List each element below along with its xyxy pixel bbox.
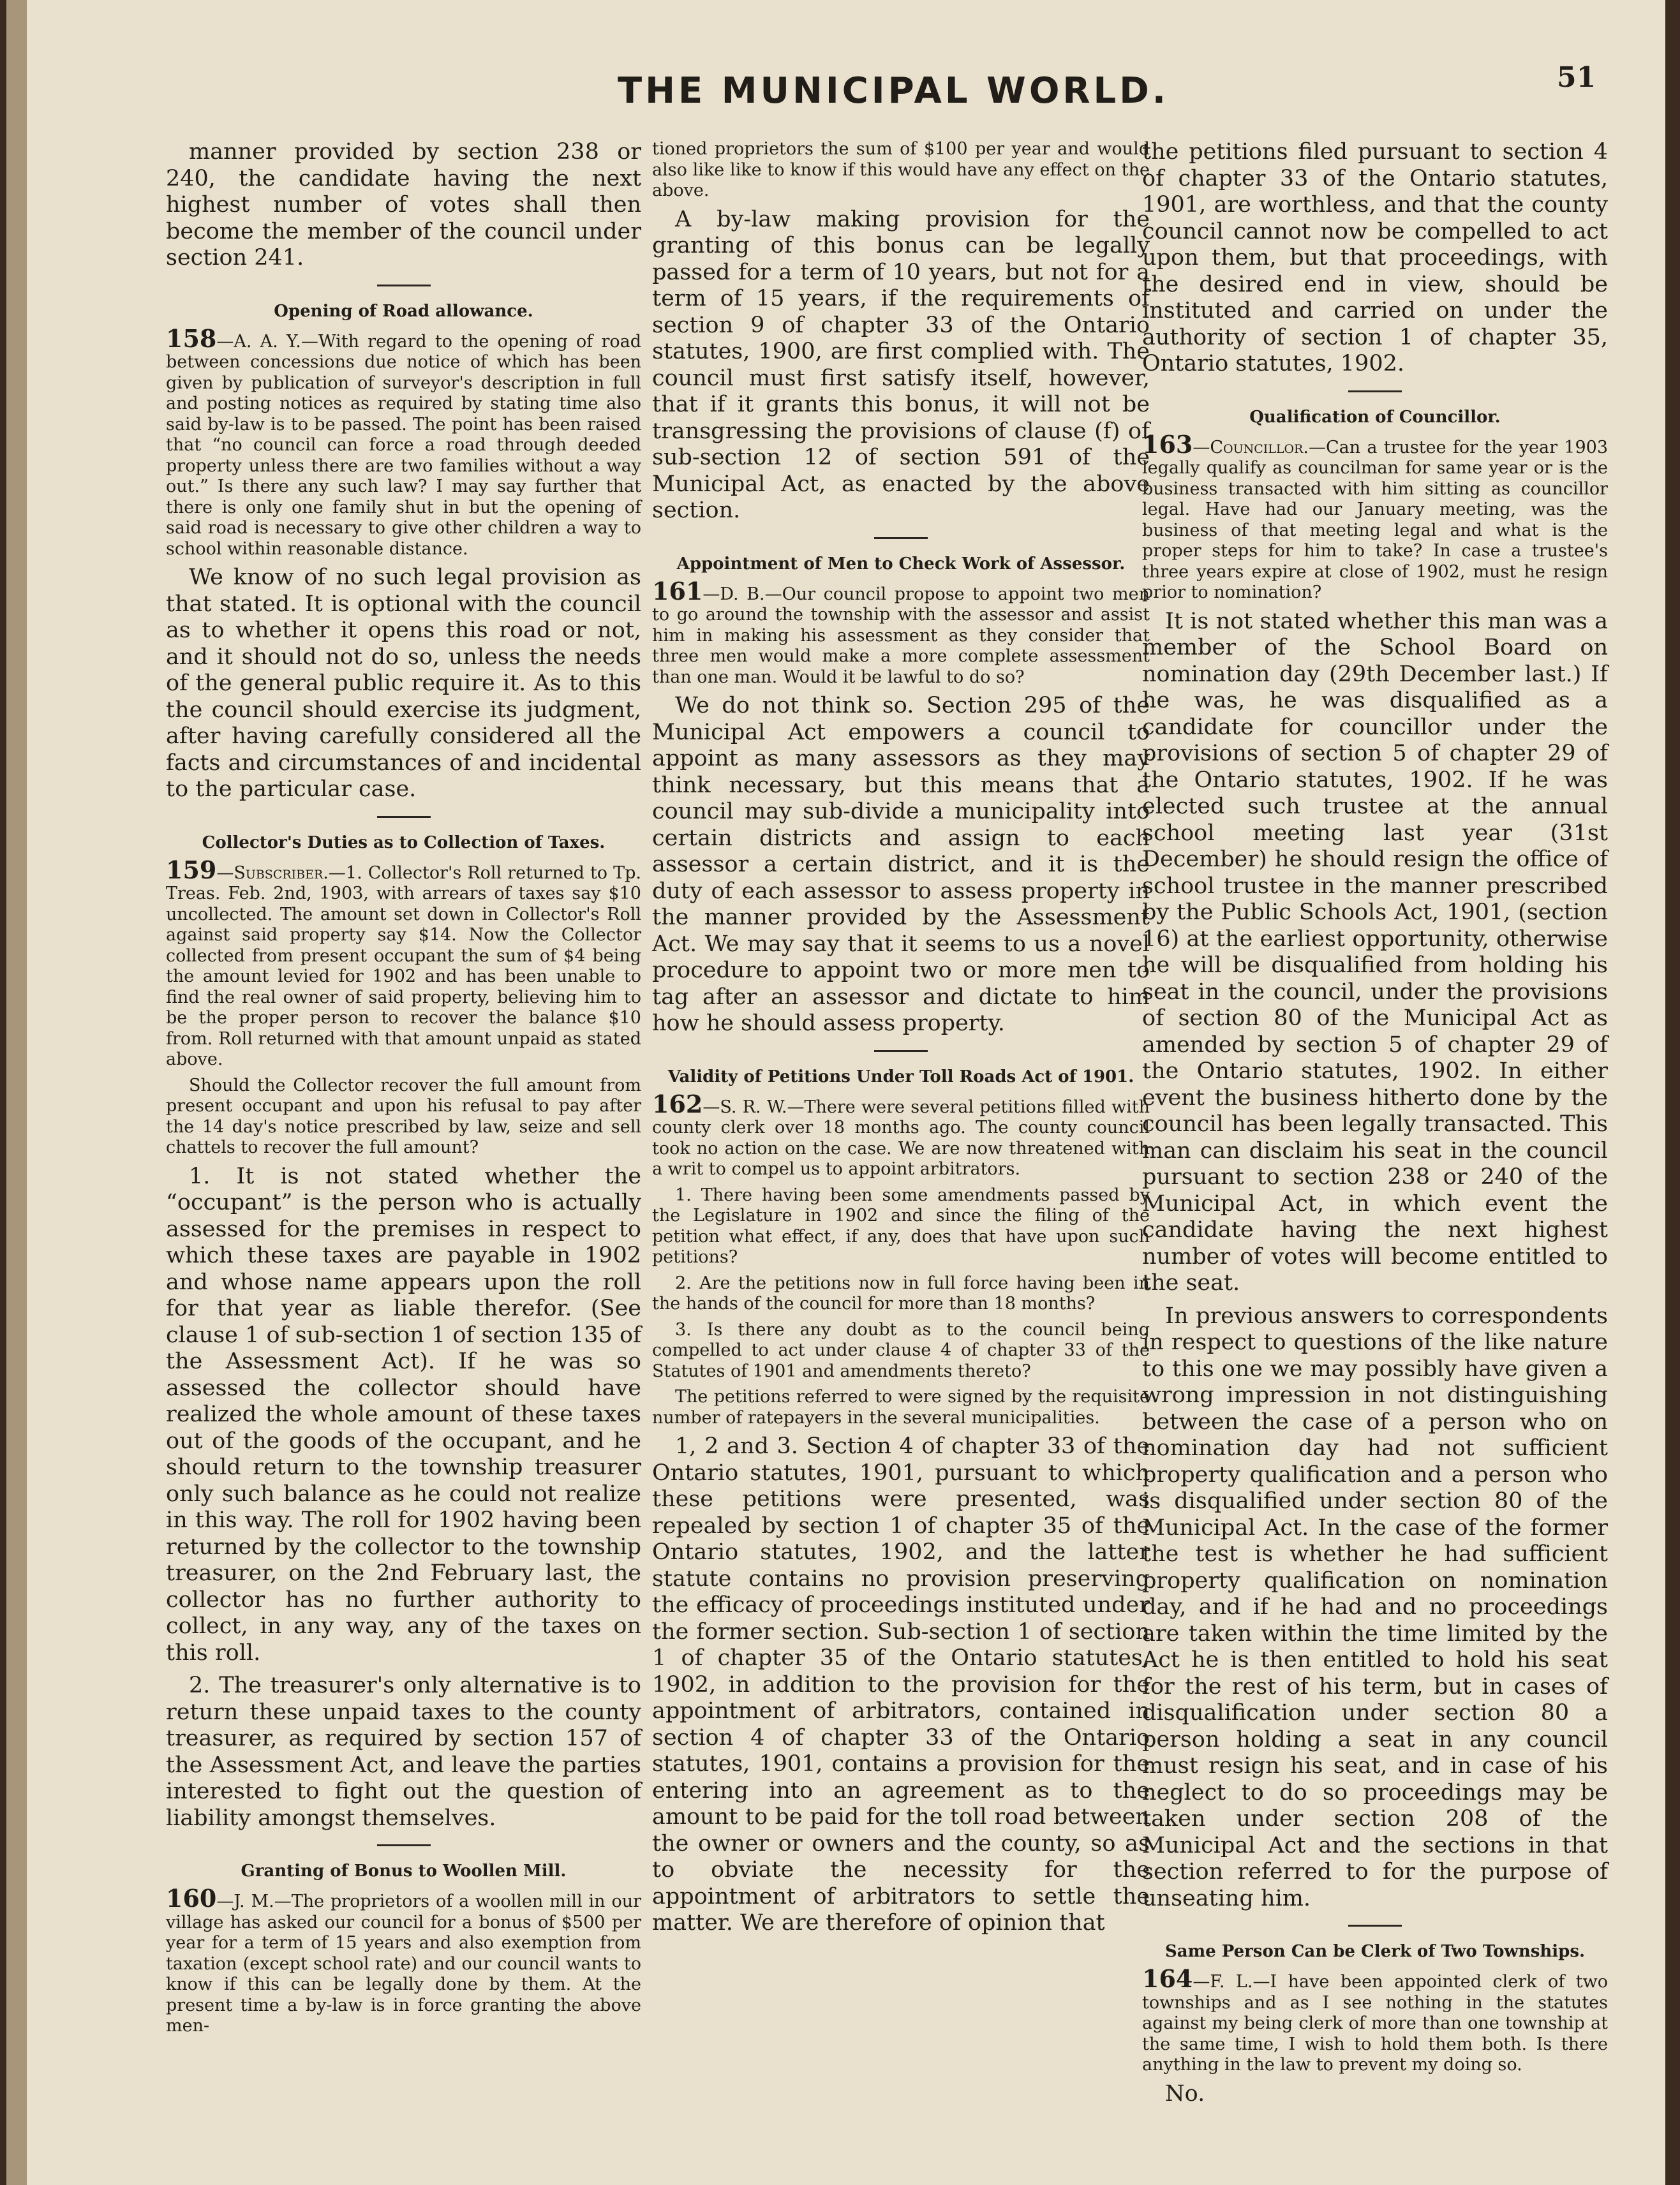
page-number: 51 — [1557, 61, 1596, 94]
section-heading: Appointment of Men to Check Work of Assessor. — [676, 554, 1126, 574]
answer-paragraph: manner provided by section 238 or 240, the candidate having the next highest number of votes shall then become the member of the council under section 241. — [166, 139, 641, 270]
column-1 — [166, 139, 641, 2042]
section-rule — [874, 537, 928, 539]
masthead-title: THE MUNICIPAL WORLD. — [617, 70, 1169, 112]
question-paragraph: Should the Collector recover the full amount from present occupant and upon his refusal to pay after the 14 day's notice prescribed by law, seize and sell chattels to recover the full amount? — [166, 1075, 641, 1157]
column-2 — [652, 139, 1150, 1943]
correspondent-initials: D. B. — [720, 584, 765, 604]
correspondent-initials: Subscriber. — [234, 863, 329, 883]
answer-paragraph: No. — [1165, 2080, 1205, 2107]
question-number: 164 — [1142, 1964, 1193, 1993]
section-rule — [1348, 390, 1402, 392]
question-paragraph: 158—A. A. Y.—With regard to the opening of road between concessions due notice of which has been given by publication of surveyor's description in full and posting notices as required by stating time also said by-law is to be passed. The point has been raised that “no council can force a road through deeded property unless there are two families without a way out.” Is there any such law? I may say further that there is only one family shut in but the opening of said road is necessary to give other children a way to school within reasonable distance. — [166, 323, 641, 559]
question-paragraph: 160—J. M.—The proprietors of a woollen mill in our village has asked our council for a bonus of $500 per year for a term of 15 years and also exemption from taxation (except school rate) and our council wants to know if this can be legally done by them. At the present time a by-law is in force granting the above men- — [166, 1884, 641, 2036]
answer-paragraph: A by-law making provision for the granting of this bonus can be legally passed for a term of 10 years, but not for a term of 15 years, if the requirements of section 9 of chapter 33 of the Ontario statutes, 1900, are first complied with. The council must first satisfy itself, however, that if it grants this bonus, it will not be transgressing the provisions of clause (f) of sub-section 12 of section 591 of the Municipal Act, as enacted by the above section. — [652, 206, 1150, 523]
question-paragraph: 2. Are the petitions now in full force having been in the hands of the council for more than 18 months? — [652, 1273, 1150, 1314]
question-text: —With regard to the opening of road between concessions due notice of which has been given by publication of surveyor's description in full and posting notices as required by stating time also said by-law is to be passed. The point has been raised that “no council can force a road through deeded property unless there are two families without a way out.” Is there any such law? I may say further that there is only one family shut in but the opening of said road is necessary to give other children a way to school within reasonable distance. — [166, 331, 641, 559]
answer-continued: the petitions filed pursuant to section 4 of chapter 33 of the Ontario statutes, 1901, are worthless, and that the county council cannot now be compelled to act upon them, but that proceedings, with the desired end in view, should be instituted and carried on under the authority of section 1 of chapter 35, Ontario statutes, 1902. — [1142, 139, 1608, 376]
question-paragraph: 1. There having been some amendments passed by the Legislature in 1902 and since the filing of the petition what effect, if any, does that have upon such petitions? — [652, 1185, 1150, 1267]
question-number: 162 — [652, 1089, 703, 1118]
question-number: 158 — [166, 323, 217, 353]
section-rule — [377, 1844, 431, 1846]
correspondent-initials: S. R. W. — [720, 1097, 787, 1117]
question-number: 159 — [166, 855, 217, 884]
correspondent-initials: F. L. — [1210, 1972, 1253, 1992]
section-heading: Validity of Petitions Under Toll Roads Act of 1901. — [667, 1067, 1134, 1086]
answer-paragraph: 2. The treasurer's only alternative is to return these unpaid taxes to the county treasurer, as required by section 157 of the Assessment Act, and leave the parties interested to fight out the question of liability amongst themselves. — [166, 1673, 641, 1831]
question-paragraph: The petitions referred to were signed by the requisite number of ratepayers in the several municipalities. — [652, 1387, 1150, 1428]
question-number: 163 — [1142, 429, 1193, 459]
answer-paragraph: We do not think so. Section 295 of the Municipal Act empowers a council to appoint as many assessors as they may think necessary, but this means that a council may sub-divide a municipality into certain districts and assign to each assessor a certain district, and it is the duty of each assessor to assess property in the manner provided by the Assessment Act. We may say that it seems to us a novel procedure to appoint two or more men to tag after an assessor and dictate to him how he should assess property. — [652, 693, 1150, 1036]
question-paragraph: 161—D. B.—Our council propose to appoint two men to go around the township with the assessor and assist him in making his assessment as they consider that three men would make a more complete assessment than one man. Would it be lawful to do so? — [652, 576, 1150, 687]
section-heading: Collector's Duties as to Collection of Taxes. — [202, 833, 606, 852]
section-heading: Same Person Can be Clerk of Two Townships. — [1164, 1942, 1586, 1961]
answer-paragraph: 1. It is not stated whether the “occupant” is the person who is actually assessed for the premises in respect to which these taxes are payable in 1902 and whose name appears upon the roll for that year as liable therefor. (See clause 1 of sub-section 1 of section 135 of the Assessment Act). If he was so assessed the collector should have realized the whole amount of these taxes out of the goods of the occupant, and he should return to the township treasurer only such balance as he could not realize in this way. The roll for 1902 having been returned by the collector to the township treasurer, on the 2nd February last, the collector has no further authority to collect, in any way, any of the taxes on this roll. — [166, 1163, 641, 1666]
section-rule — [874, 1050, 928, 1052]
question-paragraph: 163—Councillor.—Can a trustee for the year 1903 legally qualify as councilman for same year or is the business transacted with him sitting as councillor legal. Have had our January meeting, was the business of that meeting legal and what is the proper steps for him to take? In case a trustee's three years expire at close of 1902, must he resign prior to nomination? — [1142, 429, 1608, 602]
question-text: —Can a trustee for the year 1903 legally qualify as councilman for same year or is the business transacted with him sitting as councillor legal. Have had our January meeting, was the business of that meeting legal and what is the proper steps for him to take? In case a trustee's three years expire at close of 1902, must he resign prior to nomination? — [1142, 437, 1608, 602]
newspaper-page — [6, 0, 1665, 2185]
section-heading: Qualification of Councillor. — [1249, 407, 1501, 427]
question-text: —There were several petitions filled with county clerk over 18 months ago. The county council took no action on the case. We are now threatened with a writ to compel us to appoint arbitrators. — [652, 1097, 1150, 1179]
correspondent-initials: A. A. Y. — [234, 331, 301, 352]
question-text: —1. Collector's Roll returned to Tp. Treas. Feb. 2nd, 1903, with arrears of taxes say $10 uncollected. The amount set down in Collector's Roll against said property say $14. Now the Collector collected from present occupant the sum of $4 being the amount levied for 1902 and has been unable to find the real owner of said property, believing him to be the proper person to recover the balance $10 from. Roll returned with that amount unpaid as stated above. — [166, 863, 641, 1069]
answer-paragraph: In previous answers to correspondents in respect to questions of the like nature to this one we may possibly have given a wrong impression in not distinguishing between the case of a person who on nomination day had not sufficient property qualification and a person who is disqualified under section 80 of the Municipal Act. In the case of the former the test is whether he had sufficient property qualification on nomination day, and if he had and no proceedings are taken within the time limited by the Act he is then entitled to hold his seat for the rest of his term, but in cases of disqualification under section 80 a person holding a seat in any council must resign his seat, and in case of his neglect to do so proceedings may be taken under section 208 of the Municipal Act and the sections in that section referred to for the purpose of unseating him. — [1142, 1303, 1608, 1911]
section-heading: Opening of Road allowance. — [274, 301, 533, 321]
section-rule — [1348, 1925, 1402, 1927]
answer-paragraph: We know of no such legal provision as that stated. It is optional with the council as to whether it opens this road or not, and it should not do so, unless the needs of the general public require it. As to this the council should exercise its judgment, after having carefully considered all the facts and circumstances of and incidental to the particular case. — [166, 565, 641, 802]
question-paragraph: 164—F. L.—I have been appointed clerk of two townships and as I see nothing in the statutes against my being clerk of more than one township at the same time, I wish to hold them both. Is there anything in the law to prevent my doing so. — [1142, 1964, 1608, 2075]
binding-edge — [6, 0, 27, 2185]
question-text: —The proprietors of a woollen mill in our village has asked our council for a bonus of $500 per year for a term of 15 years and also exemption from taxation (except school rate) and our council wants to know if this can be legally done by them. At the present time a by-law is in force granting the above men- — [166, 1892, 641, 2036]
question-number: 161 — [652, 576, 703, 605]
question-text: —I have been appointed clerk of two townships and as I see nothing in the statutes against my being clerk of more than one township at the same time, I wish to hold them both. Is there anything in the law to prevent my doing so. — [1142, 1972, 1608, 2075]
column-3 — [1142, 139, 1608, 2114]
question-text: —Our council propose to appoint two men to go around the township with the assessor and assist him in making his assessment as they consider that three men would make a more complete assessment than one man. Would it be lawful to do so? — [652, 584, 1150, 687]
section-rule — [377, 285, 431, 286]
question-paragraph: 162—S. R. W.—There were several petitions filled with county clerk over 18 months ago. The county council took no action on the case. We are now threatened with a writ to compel us to appoint arbitrators. — [652, 1089, 1150, 1179]
question-continued: tioned proprietors the sum of $100 per year and would also like like to know if this would have any effect on the above. — [652, 139, 1150, 200]
correspondent-initials: J. M. — [234, 1892, 274, 1911]
correspondent-initials: Councillor. — [1210, 437, 1309, 457]
section-rule — [377, 816, 431, 818]
section-heading: Granting of Bonus to Woollen Mill. — [241, 1862, 567, 1881]
question-number: 160 — [166, 1884, 217, 1913]
answer-paragraph: It is not stated whether this man was a member of the School Board on nomination day (29th December last.) If he was, he was disqualified as a candidate for councillor under the provisions of section 5 of chapter 29 of the Ontario statutes, 1902. If he was elected such trustee at the annual school meeting last year (31st December) he should resign the office of school trustee in the manner prescribed by the Public Schools Act, 1901, (section 16) at the earliest opportunity, otherwise he will be disqualified from holding his seat in the council, under the provisions of section 80 of the Municipal Act as amended by section 5 of chapter 29 of the Ontario statutes, 1902. In either event the business hitherto done by the council has been legally transacted. This man can disclaim his seat in the council pursuant to section 238 or 240 of the Municipal Act, in which event the candidate having the next highest number of votes will become entitled to the seat. — [1142, 608, 1608, 1296]
question-paragraph: 159—Subscriber.—1. Collector's Roll returned to Tp. Treas. Feb. 2nd, 1903, with arrears of taxes say $10 uncollected. The amount set down in Collector's Roll against said property say $14. Now the Collector collected from present occupant the sum of $4 being the amount levied for 1902 and has been unable to find the real owner of said property, believing him to be the proper person to recover the balance $10 from. Roll returned with that amount unpaid as stated above. — [166, 855, 641, 1069]
answer-paragraph: 1, 2 and 3. Section 4 of chapter 33 of the Ontario statutes, 1901, pursuant to which these petitions were presented, was repealed by section 1 of chapter 35 of the Ontario statutes, 1902, and the latter statute contains no provision preserving the efficacy of proceedings instituted under the former section. Sub-section 1 of section 1 of chapter 35 of the Ontario statutes, 1902, in addition to the provision for the appointment of arbitrators, contained in section 4 of chapter 33 of the Ontario statutes, 1901, contains a provision for the entering into an agreement as to the amount to be paid for the toll road between the owner or owners and the county, so as to obviate the necessity for the appointment of arbitrators to settle the matter. We are therefore of opinion that — [652, 1433, 1150, 1936]
question-paragraph: 3. Is there any doubt as to the council being compelled to act under clause 4 of chapter 33 of the Statutes of 1901 and amendments thereto? — [652, 1319, 1150, 1381]
